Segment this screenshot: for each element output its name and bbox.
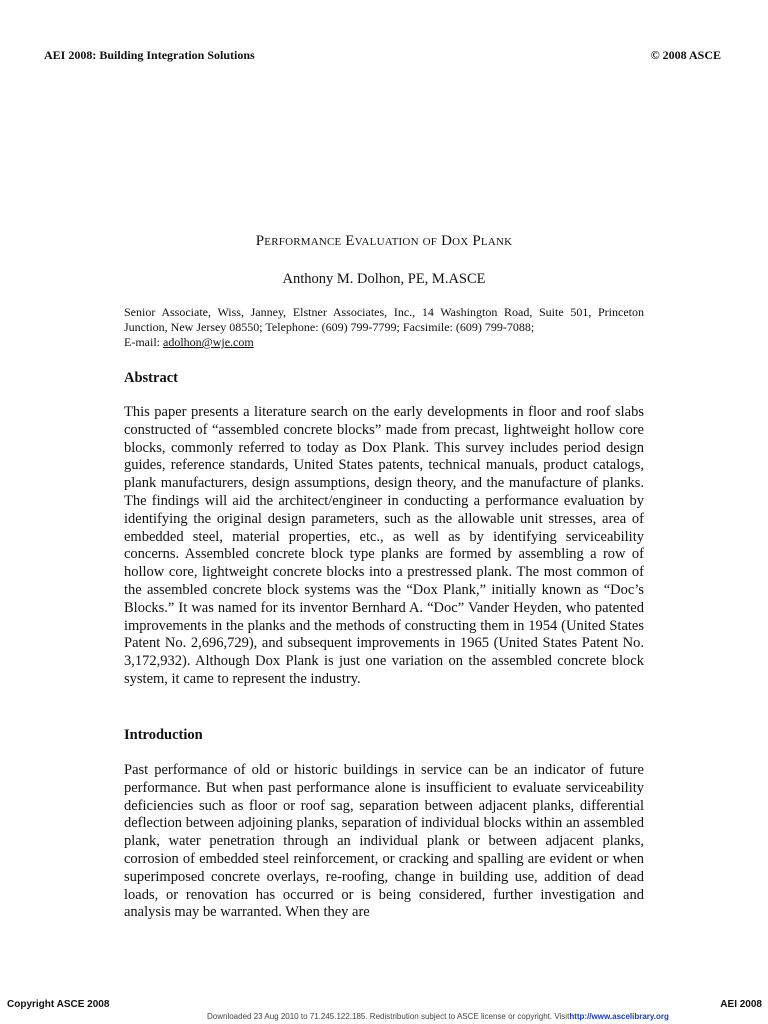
email-label: E-mail: (124, 335, 163, 349)
introduction-body: Past performance of old or historic buildings in service can be an indicator of future performance. But when past performance alone is insufficient to evaluate serviceability deficiencies such as floor or roof sag, separation between adjacent planks, differential deflection between adjoining planks, separation of individual blocks within an assembled plank, water penetration through an individual plank or between adjacent planks, corrosion of embedded steel reinforcement, or cracking and spalling are evident or when superimposed concrete overlays, re-roofing, change in building use, addition of dead loads, or renovation has occurred or is being considered, further investigation and analysis may be warranted. When they are (124, 762, 644, 921)
running-header-left: AEI 2008: Building Integration Solutions (44, 48, 255, 62)
affiliation-text: Senior Associate, Wiss, Janney, Elstner Associates, Inc., 14 Washington Road, Suite 501, Princeton Junction, New Jersey 08550; Telephone: (609) 799-7799; Facsimile: (609) 799-7088; (124, 305, 644, 334)
author-affiliation (124, 305, 644, 350)
abstract-body: This paper presents a literature search on the early developments in floor and roof slabs constructed of “assembled concrete blocks” made from precast, lightweight hollow core blocks, commonly referred to today as Dox Plank. This survey includes period design guides, reference standards, United States patents, technical manuals, product catalogs, plank manufacturers, design assumptions, design theory, and the manufacture of planks. The findings will aid the architect/engineer in conducting a performance evaluation by identifying the original design parameters, such as the allowable unit stresses, area of embedded steel, material properties, etc., as well as by identifying serviceability concerns. Assembled concrete block type planks are formed by assembling a row of hollow core, lightweight concrete blocks into a prestressed plank. The most common of the assembled concrete block systems was the “Dox Plank,” initially known as “Doc’s Blocks.” It was named for its inventor Bernhard A. “Doc” Vander Heyden, who patented improvements in the planks and the methods of constructing them in 1954 (United States Patent No. 2,696,729), and subsequent improvements in 1965 (United States Patent No. 3,172,932). Although Dox Plank is just one variation on the assembled concrete block system, it came to represent the industry. (124, 404, 644, 687)
abstract-heading: Abstract (124, 370, 178, 386)
asce-library-link[interactable]: http://www.ascelibrary.org (569, 1012, 669, 1021)
footer-conference: AEI 2008 (720, 999, 762, 1010)
download-notice (207, 1012, 669, 1021)
download-note-text: Downloaded 23 Aug 2010 to 71.245.122.185. Redistribution subject to ASCE license or copyright. Visit (207, 1012, 570, 1021)
paper-title: Performance Evaluation of Dox Plank (255, 233, 513, 249)
introduction-heading: Introduction (124, 727, 203, 743)
running-header-right: © 2008 ASCE (650, 48, 721, 62)
author-line: Anthony M. Dolhon, PE, M.ASCE (282, 271, 486, 287)
email-link[interactable]: adolhon@wje.com (163, 335, 254, 349)
footer-copyright: Copyright ASCE 2008 (7, 999, 110, 1010)
